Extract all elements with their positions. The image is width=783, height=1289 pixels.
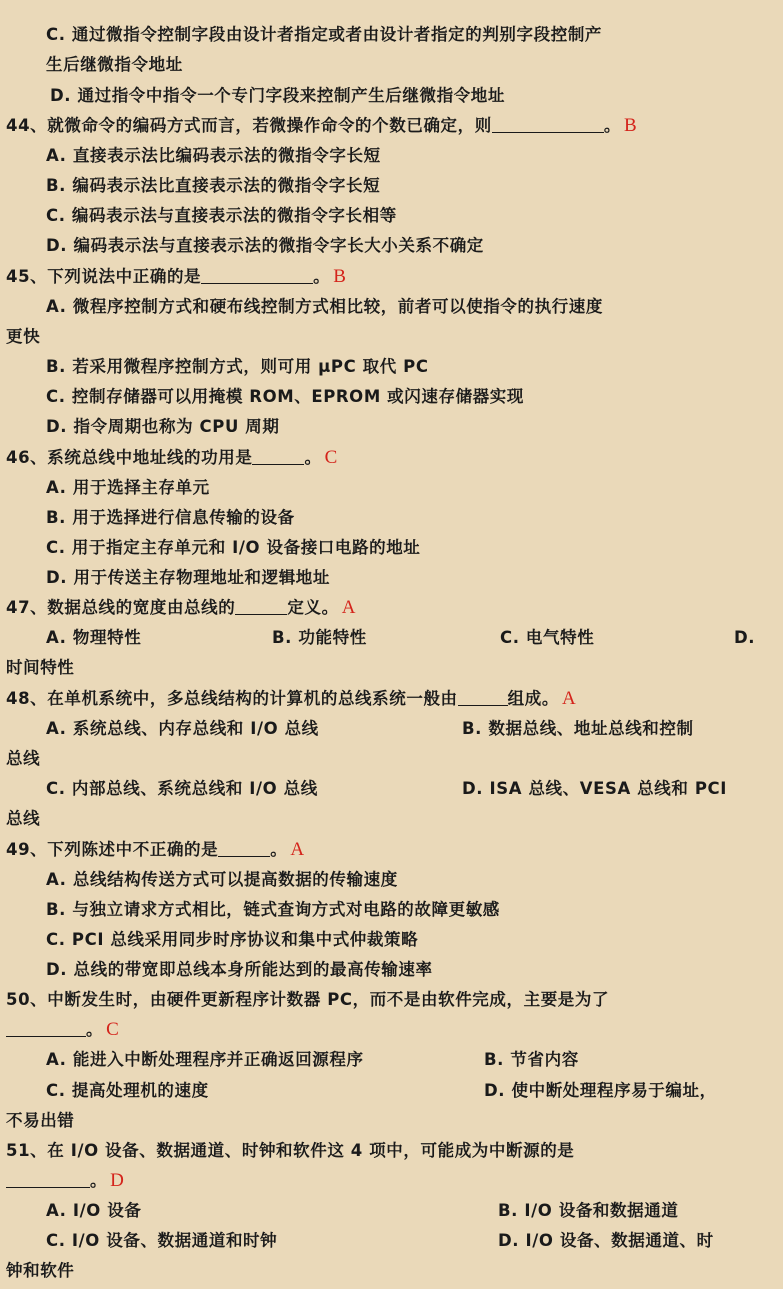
q50-stem [0, 985, 783, 1015]
answer-key: A [341, 597, 357, 618]
q43-option-c-line2: 生后继微指令地址 [46, 55, 183, 74]
q47-option-d: D. [734, 628, 756, 647]
q43-option-c: C. 通过微指令控制字段由设计者指定或者由设计者指定的判别字段控制产 [46, 25, 603, 44]
q51-option-b: B. I/O 设备和数据通道 [498, 1201, 679, 1220]
q47-options-row [0, 623, 783, 653]
q49-option-a: A. 总线结构传送方式可以提高数据的传输速度 [46, 870, 398, 889]
q50-option-c: C. 提高处理机的速度 [46, 1081, 209, 1100]
answer-key: C [106, 1019, 120, 1040]
q44-option-d: D. 编码表示法与直接表示法的微指令字长大小关系不确定 [46, 236, 484, 255]
q46-stem: 46、系统总线中地址线的功用是 。 C [0, 443, 783, 473]
q50-stem-line2: 。 C [0, 1015, 783, 1045]
q48-option-d: D. ISA 总线、VESA 总线和 PCI [462, 779, 727, 798]
answer-blank [492, 112, 604, 133]
q50-options-cd [0, 1076, 783, 1106]
question-text: 48、在单机系统中，多总线结构的计算机的总线系统一般由 [6, 689, 458, 708]
q50-option-b: B. 节省内容 [484, 1050, 579, 1069]
question-text: 50、中断发生时，由硬件更新程序计数器 PC，而不是由软件完成，主要是为了 [6, 990, 610, 1009]
q51-option-d: D. I/O 设备、数据通道、时 [498, 1231, 714, 1250]
q51-option-c: C. I/O 设备、数据通道和时钟 [46, 1231, 278, 1250]
q46-option-c: C. 用于指定主存单元和 I/O 设备接口电路的地址 [46, 538, 421, 557]
answer-blank [252, 444, 304, 465]
q48-option-b-line2: 总线 [6, 749, 41, 768]
q48-options-cd [0, 774, 783, 804]
q48-option-d-line2: 总线 [6, 809, 41, 828]
q51-option-d-line2: 钟和软件 [6, 1261, 75, 1280]
question-text: 47、数据总线的宽度由总线的 [6, 598, 236, 617]
q51-stem-line2: 。 D [0, 1166, 783, 1196]
q47-stem: 47、数据总线的宽度由总线的 定义。 A [0, 593, 783, 623]
q49-option-b: B. 与独立请求方式相比，链式查询方式对电路的故障更敏感 [46, 900, 500, 919]
q48-option-b: B. 数据总线、地址总线和控制 [462, 719, 694, 738]
q44-option-c: C. 编码表示法与直接表示法的微指令字长相等 [46, 206, 397, 225]
q51-option-a: A. I/O 设备 [46, 1201, 142, 1220]
q48-option-c: C. 内部总线、系统总线和 I/O 总线 [46, 779, 318, 798]
answer-key: C [324, 447, 338, 468]
answer-blank [218, 836, 270, 857]
q45-stem: 45、下列说法中正确的是 。 B [0, 262, 783, 292]
q50-option-d: D. 使中断处理程序易于编址， [484, 1081, 717, 1100]
q44-option-a: A. 直接表示法比编码表示法的微指令字长短 [46, 146, 381, 165]
q45-option-c: C. 控制存储器可以用掩模 ROM、EPROM 或闪速存储器实现 [46, 387, 524, 406]
q44-stem: 44、就微命令的编码方式而言，若微操作命令的个数已确定，则 。 B [0, 111, 783, 141]
q47-option-b: B. 功能特性 [272, 628, 367, 647]
q47-option-a: A. 物理特性 [46, 628, 142, 647]
answer-key: D [110, 1170, 125, 1191]
q45-option-a-line1: A. 微程序控制方式和硬布线控制方式相比较，前者可以使指令的执行速度 [46, 297, 603, 316]
q46-option-b: B. 用于选择进行信息传输的设备 [46, 508, 295, 527]
q47-option-d-line2: 时间特性 [6, 658, 75, 677]
answer-key: A [290, 839, 305, 860]
question-text: 49、下列陈述中不正确的是 [6, 840, 219, 859]
q47-option-c: C. 电气特性 [500, 628, 595, 647]
q46-option-a: A. 用于选择主存单元 [46, 478, 210, 497]
answer-key: A [561, 688, 577, 709]
q48-option-a: A. 系统总线、内存总线和 I/O 总线 [46, 719, 319, 738]
q50-option-d-line2: 不易出错 [6, 1111, 75, 1130]
answer-key: B [333, 266, 347, 287]
q45-option-a-line2: 更快 [6, 327, 41, 346]
answer-blank [458, 685, 508, 706]
q48-stem: 48、在单机系统中，多总线结构的计算机的总线系统一般由 组成。 A [0, 684, 783, 714]
q51-options-ab [0, 1196, 783, 1226]
q43-option-c-line1 [0, 20, 783, 50]
q49-option-d: D. 总线的带宽即总线本身所能达到的最高传输速率 [46, 960, 433, 979]
q44-option-b: B. 编码表示法比直接表示法的微指令字长短 [46, 176, 381, 195]
answer-blank [201, 263, 313, 284]
answer-blank [6, 1167, 90, 1188]
question-text: 44、就微命令的编码方式而言，若微操作命令的个数已确定，则 [6, 116, 492, 135]
q51-options-cd [0, 1226, 783, 1256]
q49-stem: 49、下列陈述中不正确的是 。 A [0, 835, 783, 865]
q46-option-d: D. 用于传送主存物理地址和逻辑地址 [46, 568, 331, 587]
q50-option-a: A. 能进入中断处理程序并正确返回源程序 [46, 1050, 364, 1069]
answer-blank [6, 1016, 86, 1037]
q45-option-d: D. 指令周期也称为 CPU 周期 [46, 417, 280, 436]
question-text: 45、下列说法中正确的是 [6, 267, 202, 286]
q45-option-b: B. 若采用微程序控制方式，则可用 μPC 取代 PC [46, 357, 429, 376]
answer-blank [235, 594, 287, 615]
q48-options-ab [0, 714, 783, 744]
question-text: 46、系统总线中地址线的功用是 [6, 448, 253, 467]
q50-options-ab [0, 1045, 783, 1075]
q49-option-c: C. PCI 总线采用同步时序协议和集中式仲裁策略 [46, 930, 419, 949]
q43-option-d: D. 通过指令中指令一个专门字段来控制产生后继微指令地址 [50, 86, 506, 105]
answer-key: B [623, 115, 638, 136]
question-text: 51、在 I/O 设备、数据通道、时钟和软件这 4 项中，可能成为中断源的是 [6, 1141, 575, 1160]
q51-stem [0, 1136, 783, 1166]
